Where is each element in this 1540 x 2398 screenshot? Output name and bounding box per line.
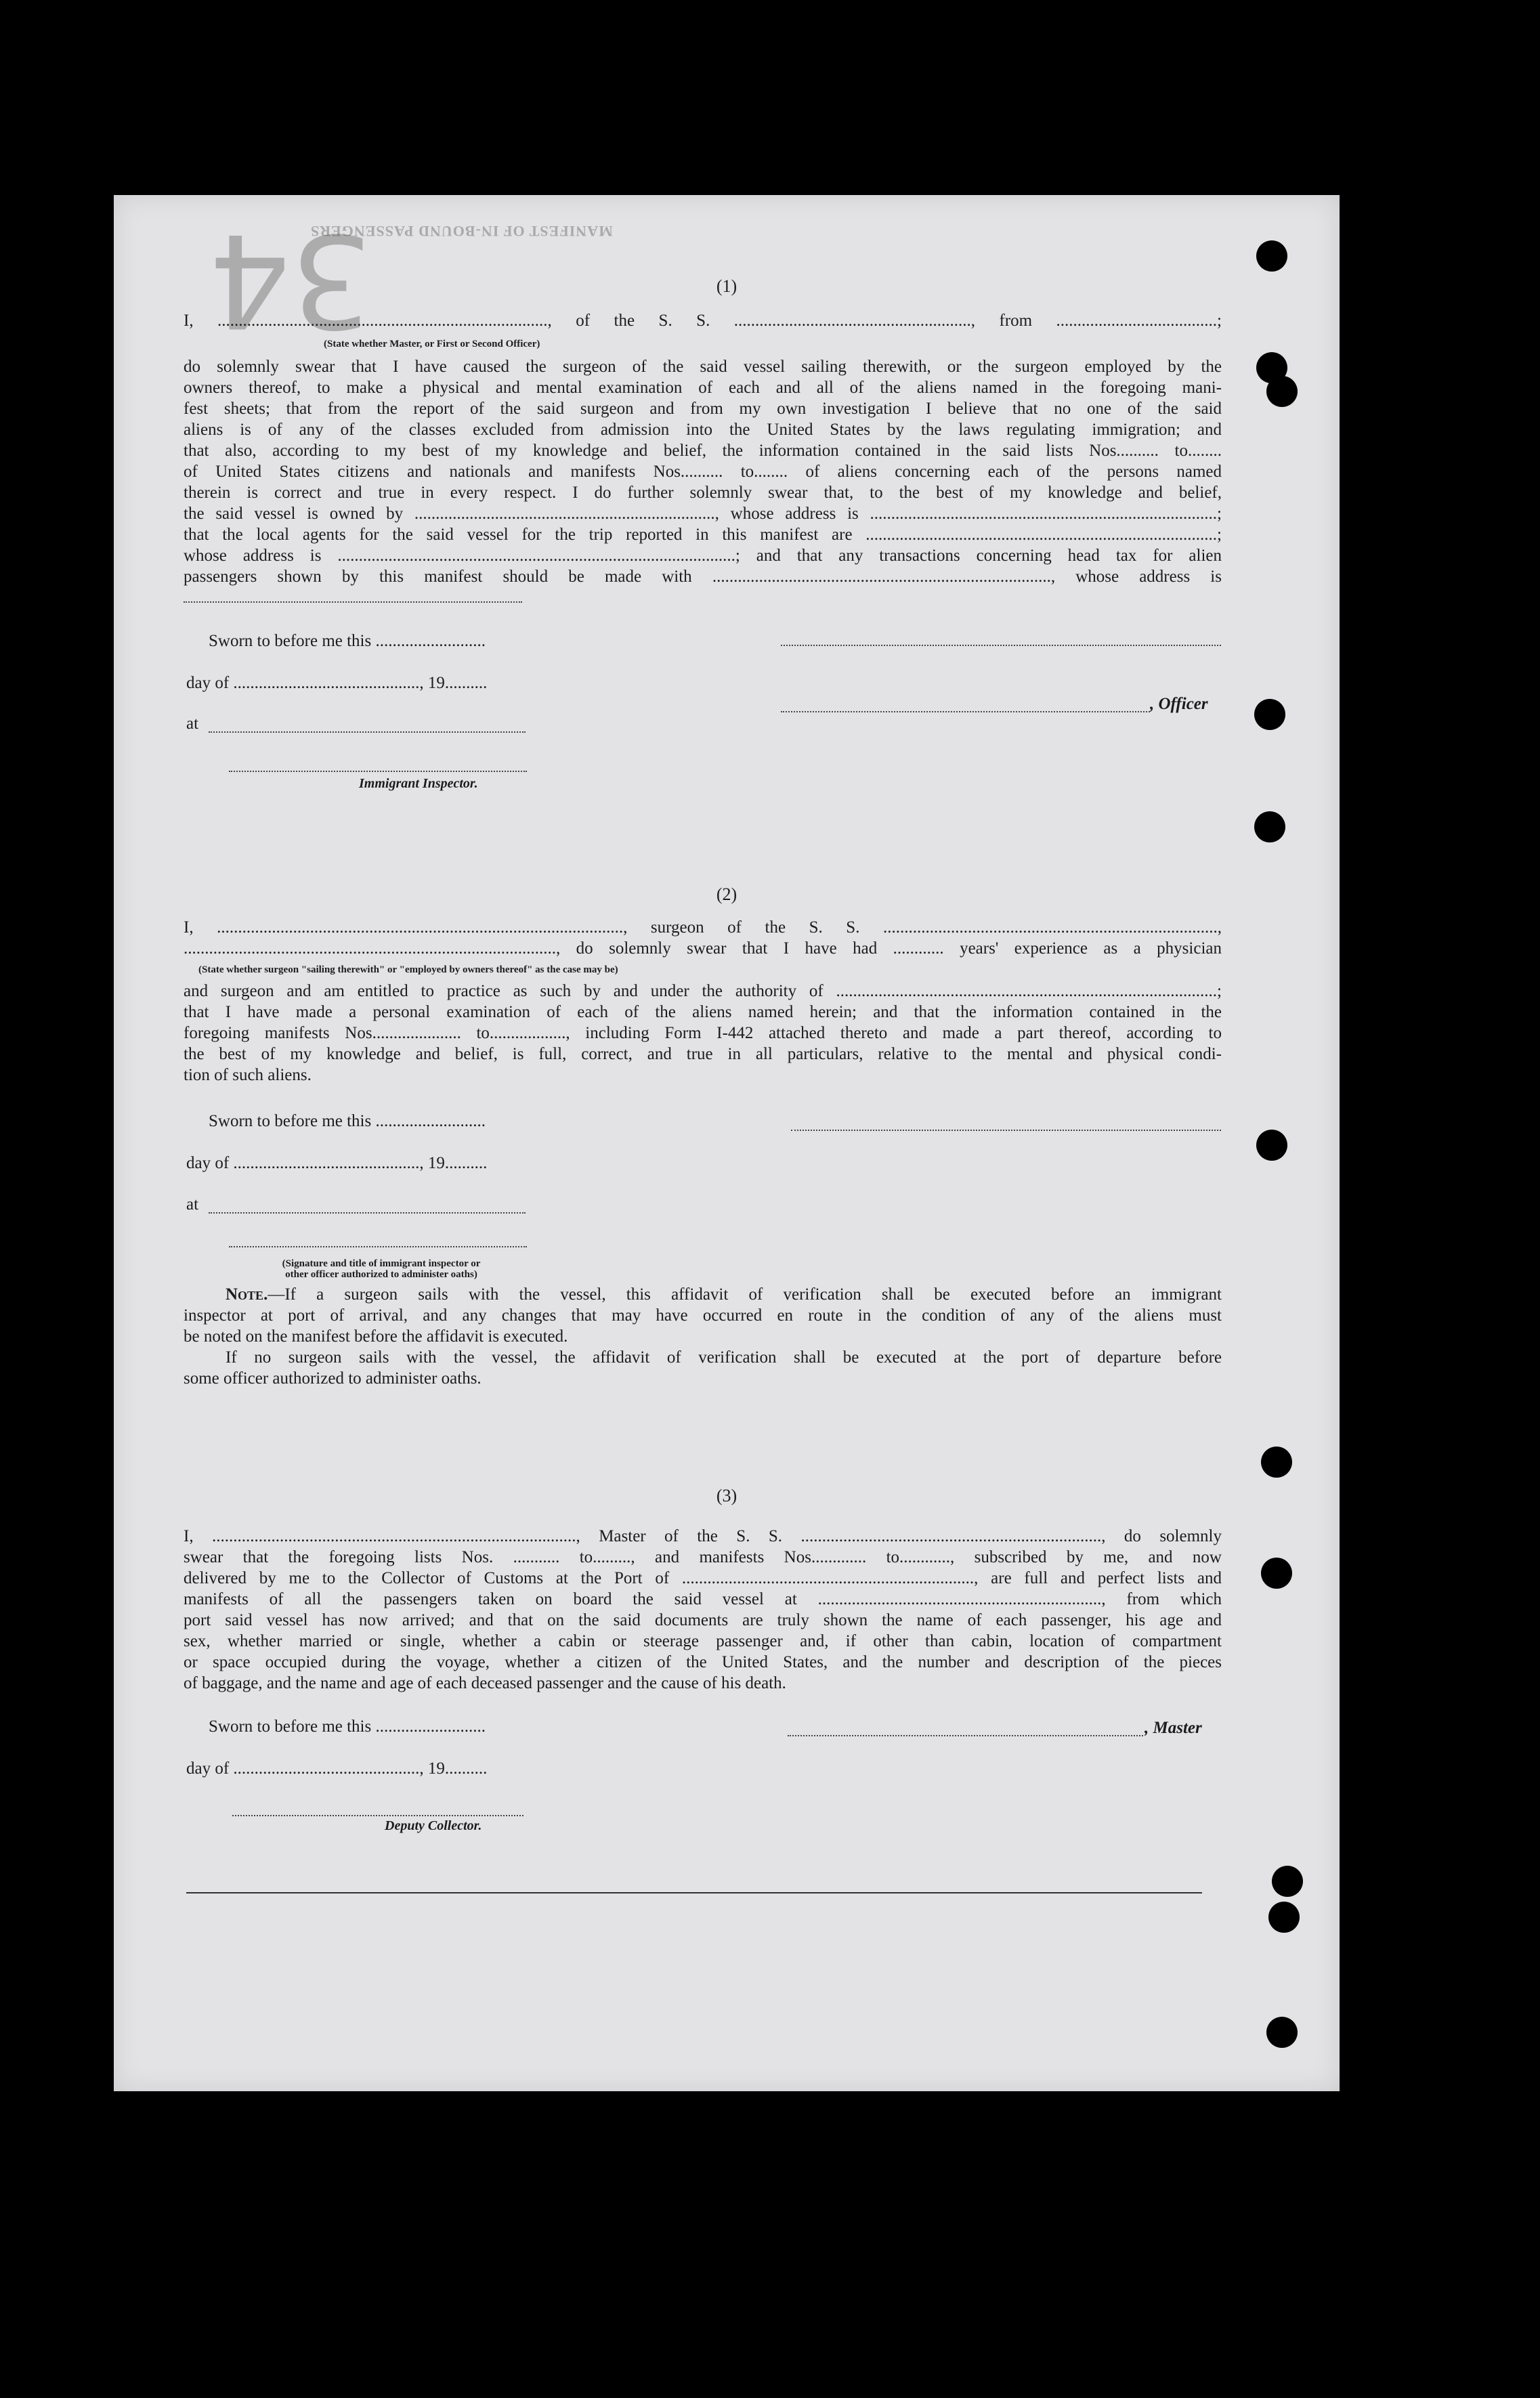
s2-line-d: the best of my knowledge and belief, is full, correct, and true in all particulars, relative to the mental and physical condi-	[184, 1045, 1222, 1063]
s3-line-5: sex, whether married or single, whether a cabin or steerage passenger and, if other than cabin, location of compartment	[184, 1632, 1222, 1650]
note-line-3: be noted on the manifest before the affidavit is executed.	[184, 1327, 568, 1346]
note-line-1	[226, 1284, 1222, 1305]
s1-line-5: of United States citizens and nationals and manifests Nos.......... to........ of aliens concerning each of the persons named	[184, 463, 1222, 481]
page-number-stamp: 34	[209, 205, 372, 355]
punch-hole	[1266, 376, 1298, 407]
document-page	[114, 195, 1340, 2091]
s1-line-2: fest sheets; that from the report of the said surgeon and from my own investigation I believe that no one of the said	[184, 400, 1222, 418]
s1-line-7: the said vessel is owned by ......................................................................., whose address is ..................................................................................;	[184, 505, 1222, 523]
s3-line-7: of baggage, and the name and age of each deceased passenger and the cause of his death.	[184, 1674, 786, 1692]
s2-day: day of ............................................, 19..........	[186, 1154, 488, 1172]
s3-line-2: delivered by me to the Collector of Customs at the Port of ....................................................................., are full and perfect lists and	[184, 1569, 1222, 1587]
s3-line-6: or space occupied during the voyage, whether a citizen of the United States, and the number and description of the pieces	[184, 1653, 1222, 1671]
master-signature-line	[788, 1734, 1143, 1736]
inspector-label: Immigrant Inspector.	[359, 776, 478, 791]
officer-signature-line	[781, 710, 1150, 712]
s1-at: at	[186, 714, 199, 733]
punch-hole	[1266, 2017, 1298, 2048]
s2-at: at	[186, 1195, 199, 1214]
punch-hole	[1268, 1902, 1300, 1933]
collector-signature-line	[232, 1814, 523, 1816]
s3-day: day of ............................................, 19..........	[186, 1759, 488, 1778]
section-1-intro: I, .............................................................................., of the S. S. ........................................................, from ......................................;	[184, 312, 1222, 330]
sig-note-2: other officer authorized to administer oaths)	[285, 1269, 477, 1280]
note-line-2: inspector at port of arrival, and any changes that may have occurred en route in the condition of any of the aliens must	[184, 1306, 1222, 1325]
punch-hole	[1272, 1866, 1303, 1897]
s1-line-6: therein is correct and true in every respect. I do further solemnly swear that, to the best of my knowledge and belief,	[184, 484, 1222, 502]
s1-day: day of ............................................, 19..........	[186, 674, 488, 692]
punch-hole	[1256, 1130, 1287, 1161]
s3-line-3: manifests of all the passengers taken on board the said vessel at ..................................................................., from which	[184, 1590, 1222, 1608]
note-title: Note.	[226, 1285, 268, 1304]
bottom-rule	[186, 1892, 1202, 1893]
s2-line-2: ........................................................................................, do solemnly swear that I have had ............ years' experience as a physician	[184, 939, 1222, 958]
s2-at-line	[209, 1211, 526, 1214]
s1-sworn: Sworn to before me this ..........................	[209, 632, 486, 650]
s2-line-a: and surgeon and am entitled to practice as such by and under the authority of ..........................................................................................;	[184, 982, 1222, 1000]
s3-sworn: Sworn to before me this ..........................	[209, 1717, 486, 1736]
s2-line-b: that I have made a personal examination of each of the aliens named herein; and that the information contained in the	[184, 1003, 1222, 1021]
s2-line-1: I, ................................................................................................, surgeon of the S. S. ...............................................................................,	[184, 918, 1222, 937]
section-3-number: (3)	[716, 1486, 737, 1505]
officer-label: , Officer	[1150, 695, 1208, 713]
s1-at-line	[209, 730, 526, 733]
s1-line-10: passengers shown by this manifest should be made with ................................................................................, whose address is	[184, 568, 1222, 586]
surgeon-signature-line	[791, 1128, 1221, 1131]
section-1-number: (1)	[716, 276, 737, 296]
s2-line-e: tion of such aliens.	[184, 1066, 312, 1084]
punch-hole	[1256, 240, 1287, 272]
note-line-1-text: —If a surgeon sails with the vessel, this affidavit of verification shall be executed before an immigrant	[268, 1285, 1222, 1304]
s1-line-8: that the local agents for the said vessel for the trip reported in this manifest are ...................................................................................;	[184, 526, 1222, 544]
punch-hole	[1254, 699, 1285, 730]
s2-line-c: foregoing manifests Nos..................... to.................., including Form I-442 attached thereto and made a part thereof, according to	[184, 1024, 1222, 1042]
collector-label: Deputy Collector.	[385, 1818, 482, 1833]
s1-line-1: owners thereof, to make a physical and mental examination of each and all of the aliens named in the foregoing mani-	[184, 379, 1222, 397]
note-line-5: some officer authorized to administer oaths.	[184, 1369, 482, 1388]
master-label: , Master	[1145, 1719, 1202, 1737]
s1-signature-line	[781, 643, 1221, 646]
punch-hole	[1261, 1558, 1292, 1589]
sig-note-1: (Signature and title of immigrant inspector or	[282, 1258, 481, 1269]
officer-note: (State whether Master, or First or Second Officer)	[324, 339, 540, 349]
s1-line-0: do solemnly swear that I have caused the surgeon of the said vessel sailing therewith, or the surgeon employed by the	[184, 358, 1222, 376]
s3-line-0: I, ......................................................................................, Master of the S. S. ......................................................................., do solemnly	[184, 1527, 1222, 1545]
section-2-number: (2)	[716, 884, 737, 904]
manifest-header-stamp: MANIFEST OF IN-BOUND PASSENGERS	[310, 223, 613, 240]
s2-sworn: Sworn to before me this ..........................	[209, 1112, 486, 1130]
inspector-signature-line	[229, 769, 527, 772]
s1-line-9: whose address is ..............................................................................................; and that any transactions concerning head tax for alien	[184, 547, 1222, 565]
s3-line-4: port said vessel has now arrived; and that on the said documents are truly shown the name of each passenger, his age and	[184, 1611, 1222, 1629]
s1-line-3: aliens is of any of the classes excluded from admission into the United States by the laws regulating immigration; and	[184, 421, 1222, 439]
surgeon-note: (State whether surgeon "sailing therewith" or "employed by owners thereof" as the case may be)	[198, 964, 618, 975]
punch-hole	[1261, 1447, 1292, 1478]
s1-line-4: that also, according to my best of my knowledge and belief, the information contained in the said lists Nos.......... to........	[184, 442, 1222, 460]
address-continuation-line	[184, 600, 522, 603]
punch-hole	[1254, 811, 1285, 842]
s2-inspector-line	[229, 1245, 527, 1247]
note-line-4: If no surgeon sails with the vessel, the affidavit of verification shall be executed at the port of departure before	[226, 1348, 1222, 1367]
s3-line-1: swear that the foregoing lists Nos. ........... to........., and manifests Nos............. to............, subscribed by me, and now	[184, 1548, 1222, 1566]
